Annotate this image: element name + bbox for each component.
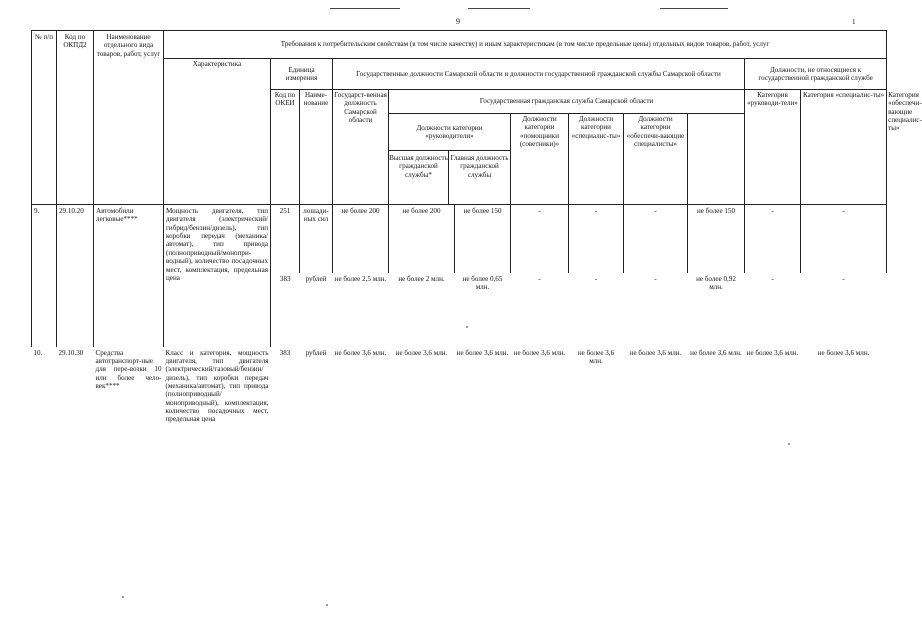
scan-speck	[466, 326, 468, 328]
value-cell: не более 3,6 млн.	[577, 348, 615, 365]
header-requirements: Требования к потребительским свойствам (в том числе качеству) и иным характеристикам (в том числе предельные цены) отдельных видов товаров, работ, услуг	[164, 31, 887, 59]
value-cell: не более 3,6 млн.	[513, 348, 566, 357]
row-num: 9.	[32, 205, 57, 347]
requirements-table: № п/п Код по ОКПД2 Наименование отдельного вида товаров, работ, услуг Требования к потребительским свойствам (в том числе качеству) и иным характеристикам (в том числе предельные цены) отдельных видов товаров, работ, услуг Характеристика Единица измерения Государственные должности Самарской области и должности государственной гражданской службы Самарской области Должности, не относящиеся к государственной гражданской службе Код по ОКЕИ Наиме-нование Государст-венная должность Самарской области Государственная гражданская служба Самарской области Категория «руководи-тели» Категория «специалис-ты» Категория «обеспечи-вающие специалис-ты» Должности категории «руководители» Высшая должность гражданской службы* Главная должность гражданской службы Должности категории «помощники (советники)» Должности категории «специалис-ты» Должности категории «обеспечи-вающие специалисты» 9. 29.10.20 Автомобили легковые**** Мощность двигателя, тип двигателя (электрический/гибрид/бензин/дизель), тип коробки передач (механика/автомат), тип привода (полноприводный/моноприводный), количество посадочных мест, комплектация, предельная цена 251 лошади-ных сил не более 200 не более 200 не более 150 - - - не более 150 - - 383 рублей не более 2,5 млн. не более 2 млн. не более 0,65 млн. - - - не более 0,92 млн. - - 10. 29.10.30 Средства автотранспорт-ные для пере-возки 10 или более чело-век**** Класс и категория, мощность двигателя, тип двигателя (электрический/газовый/бензин/дизель), тип коробки передач (механика/автомат), тип привода (полноприводный/моноприводный), комплектация, количество посадочных мест, предельная цена 383 рублей не более 3,6 млн. не более 3,6 млн. не более 3,6 млн. не более 3,6 млн. не более 3,6 млн. не более 3,6 млн. не более 3,6 млн. не более 3,6 млн. не более 3,6 млн.	[31, 30, 887, 487]
value-cell: -	[624, 205, 688, 273]
row-okei: 383	[279, 274, 291, 283]
row-code: 29.10.30	[58, 348, 84, 357]
row-unit: рублей	[305, 274, 327, 283]
header-okpd: Код по ОКПД2	[57, 31, 94, 205]
row-okei: 383	[279, 348, 291, 357]
value-cell: -	[569, 205, 624, 273]
value-cell: не более 3,6 млн.	[746, 348, 799, 357]
page-number: 9	[456, 17, 460, 26]
value-cell: не более 3,6 млн.	[395, 348, 448, 357]
value-cell: не более 3,6 млн.	[456, 348, 509, 357]
value-cell: не более 200	[389, 205, 455, 273]
corner-mark: 1	[852, 18, 856, 26]
header-highest: Высшая должность гражданской службы*	[389, 151, 449, 204]
row-name: Средства автотранспорт-ные для пере-возки 10 или более чело-век****	[95, 348, 162, 390]
header-non-civil: Должности, не относящиеся к государственной гражданской службе	[745, 59, 887, 90]
row-name: Автомобили легковые****	[94, 205, 164, 347]
header-characteristic: Характеристика	[164, 59, 271, 205]
header-cat-specialists: Категория «специалис-ты»	[801, 90, 887, 205]
value-cell: не более 0,92 млн.	[696, 274, 736, 291]
row-characteristic: Класс и категория, мощность двигателя, тип двигателя (электрический/газовый/бензин/дизель), тип коробки передач (механика/автомат), тип привода (полноприводный/моноприводный), комплектация, количество посадочных мест, предельная цена	[165, 348, 269, 424]
scan-artifact-line	[468, 8, 530, 9]
header-gov-positions: Государственные должности Самарской области и должности государственной гражданской службы Самарской области	[333, 59, 745, 90]
value-cell: не более 0,65 млн.	[462, 274, 503, 291]
header-leaders-category: Должности категории «руководители»	[389, 114, 510, 151]
value-cell: не более 2 млн.	[398, 274, 445, 283]
row-code: 29.10.20	[57, 205, 94, 347]
header-unit: Единица измерения	[271, 59, 333, 90]
header-item-name: Наименование отдельного вида товаров, работ, услуг	[94, 31, 164, 205]
header-num: № п/п	[32, 31, 57, 205]
value-cell: -	[594, 274, 598, 283]
value-cell: -	[842, 274, 845, 283]
value-cell: не более 150	[688, 205, 745, 273]
table-row	[32, 205, 887, 273]
header-leaders-group	[389, 114, 511, 205]
value-cell: не более 2,5 млн.	[334, 274, 387, 283]
header-civil-service: Государственная гражданская служба Самарской области	[389, 90, 745, 114]
value-cell: не более 200	[333, 205, 389, 273]
value-cell: -	[538, 274, 541, 283]
value-cell: -	[745, 205, 801, 273]
value-cell: не более 3,6 млн.	[334, 348, 387, 357]
value-cell: -	[654, 274, 657, 283]
header-gov-position: Государст-венная должность Самарской области	[333, 90, 389, 205]
table-row	[32, 347, 887, 487]
header-unit-code: Код по ОКЕИ	[271, 90, 300, 205]
value-cell: -	[801, 205, 887, 273]
row-unit: лошади-ных сил	[300, 205, 333, 273]
row-unit: рублей	[305, 348, 327, 357]
header-support-specialists: Должности категории «обеспечи-вающие специалисты»	[624, 114, 688, 205]
value-cell: не более 150	[455, 205, 511, 273]
header-main: Главная должность гражданской службы	[450, 154, 509, 179]
value-cell: -	[771, 274, 774, 283]
row-characteristic: Мощность двигателя, тип двигателя (электрический/гибрид/бензин/дизель), тип коробки передач (механика/автомат), тип привода (полноприводный/моноприводный), количество посадочных мест, комплектация, предельная цена	[164, 205, 271, 347]
header-specialists: Должности категории «специалис-ты»	[569, 114, 624, 205]
header-cat-leaders: Категория «руководи-тели»	[745, 90, 801, 205]
value-cell: не более 3,6 млн.	[629, 348, 682, 357]
scan-artifact-line	[660, 8, 728, 9]
row-num: 10.	[33, 348, 43, 357]
scan-speck	[326, 604, 328, 606]
header-unit-name: Наиме-нование	[300, 90, 333, 205]
value-cell: не более 3,6 млн.	[690, 348, 742, 357]
row-okei: 251	[271, 205, 300, 273]
scan-artifact-line	[330, 8, 400, 9]
scan-speck	[788, 443, 790, 445]
header-assistants: Должности категории «помощники (советники)»	[511, 114, 569, 205]
scan-speck	[122, 596, 124, 598]
value-cell: -	[511, 205, 569, 273]
value-cell: не более 3,6 млн.	[817, 348, 870, 357]
